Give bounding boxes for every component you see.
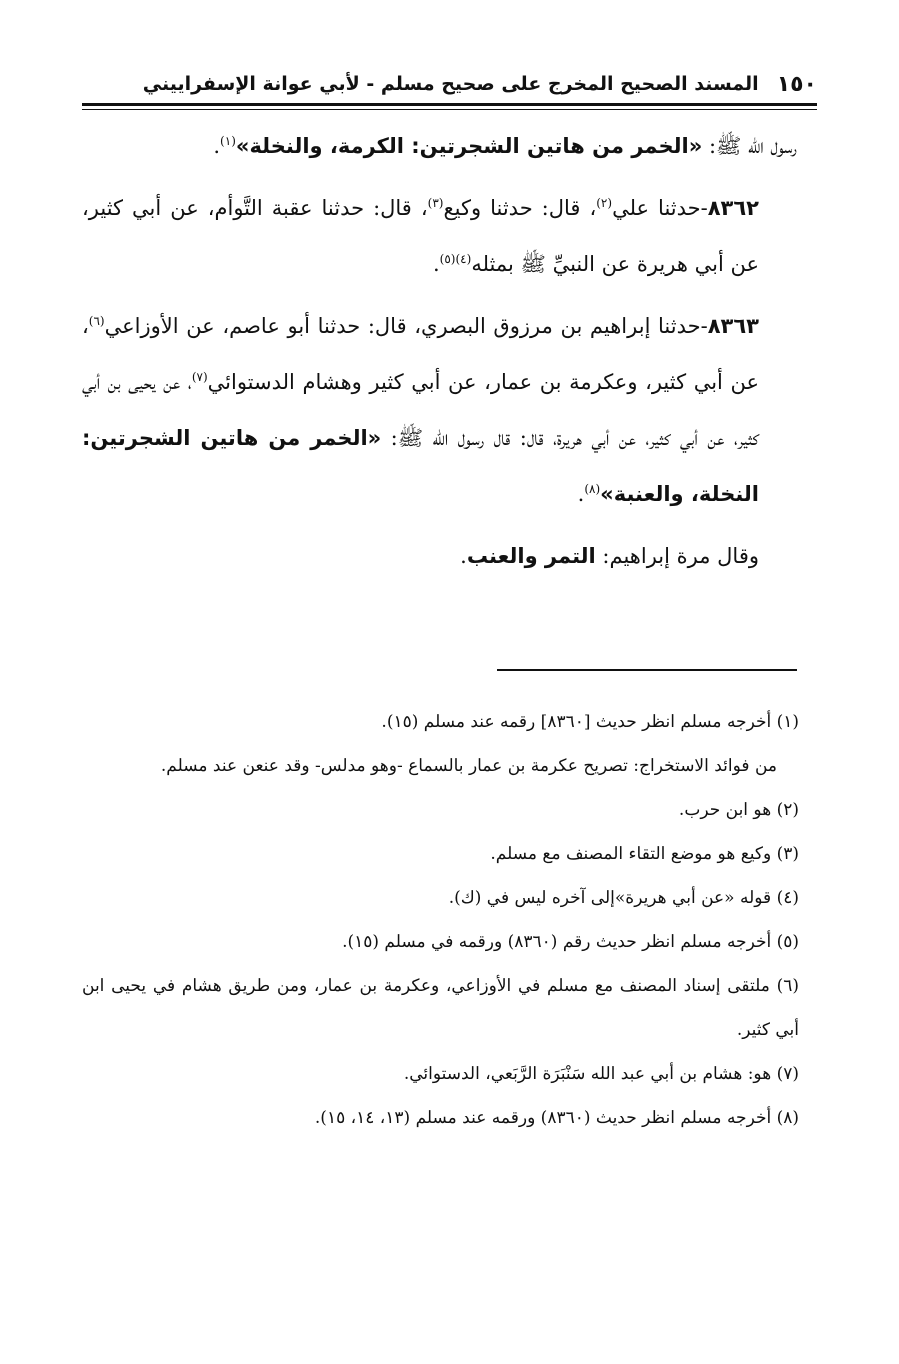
footnote-5: (٥) أخرجه مسلم انظر حديث رقم (٨٣٦٠) ورقمه في مسلم (١٥). [342, 932, 799, 952]
footnote-ref: (٦) [88, 314, 105, 328]
paragraph-continuation [82, 118, 797, 174]
text-span: ، عن أبي كثير، وعكرمة بن عمار، عن أبي كثير وهشام الدستوائي [82, 314, 759, 394]
text-span: وقال مرة إبراهيم: [595, 544, 759, 568]
footnote-6: (٦) ملتقى إسناد المصنف مع مسلم في الأوزاعي، وعكرمة بن عمار، ومن طريق هشام في يحيى ابن أبي كثير. [82, 976, 799, 1040]
header-rule-thick [82, 103, 817, 106]
page-number: ١٥٠ [776, 71, 817, 97]
text-span: ، قال: حدثنا عقبة التَّوأم، عن أبي كثير، عن أبي هريرة عن النبيِّ ﷺ بمثله [82, 196, 759, 276]
hadith-number: ٨٣٦٣ [707, 314, 759, 338]
text-span: -حدثنا علي [612, 196, 708, 220]
running-title: المسند الصحيح المخرج على صحيح مسلم - لأبي عوانة الإسفراييني [142, 73, 759, 95]
footnote-2: (٢) هو ابن حرب. [678, 800, 799, 820]
bold-phrase: التمر والعنب [466, 544, 596, 568]
text-span: . [460, 544, 467, 568]
hadith-8363 [82, 298, 797, 522]
footnotes [82, 700, 799, 1140]
hadith-number: ٨٣٦٢ [707, 196, 760, 220]
footnote-1: (١) أخرجه مسلم انظر حديث [٨٣٦٠] رقمه عند مسلم (١٥). [381, 712, 799, 732]
footnote-ref: (٨) [584, 482, 601, 496]
footnote-ref: (٧) [191, 370, 208, 384]
footnote-1-note: من فوائد الاستخراج: تصريح عكرمة بن عمار بالسماع -وهو مدلس- وقد عنعن عند مسلم. [160, 756, 777, 776]
footnote-4: (٤) قوله «عن أبي هريرة»إلى آخره ليس في (ك). [448, 888, 799, 908]
footnote-8: (٨) أخرجه مسلم انظر حديث (٨٣٦٠) ورقمه عند مسلم (١٣، ١٤، ١٥). [314, 1108, 799, 1128]
running-header [82, 64, 817, 104]
header-rule-thin [82, 109, 817, 110]
hadith-8362 [82, 180, 797, 292]
footnote-ref: (٣) [427, 196, 444, 210]
footnote-7: (٧) هو: هشام بن أبي عبد الله سَنْبَرَة الرَّبَعي، الدستوائي. [403, 1064, 799, 1084]
main-text [82, 118, 797, 590]
text-span: . [432, 252, 440, 276]
footnote-ref: (١) [220, 134, 236, 148]
footnote-ref: (٤)(٥) [439, 252, 472, 266]
text-span: رسول الله ﷺ: [702, 134, 797, 158]
text-span: ، عن يحيى بن أبي كثير، عن أبي كثير، عن أبي هريرة، قال: قال رسول الله ﷺ: [82, 370, 759, 450]
footnote-ref: (٢) [596, 196, 613, 210]
hadith-quote: «الخمر من هاتين الشجرتين: الكرمة، والنخلة» [235, 134, 703, 158]
hadith-quote: «الخمر من هاتين الشجرتين: النخلة، والعنبة» [82, 426, 759, 506]
text-span: ، قال: حدثنا وكيع [443, 196, 597, 220]
text-span: . [213, 134, 221, 158]
paragraph-note [82, 528, 797, 584]
footnote-separator [497, 669, 797, 671]
footnote-3: (٣) وكيع هو موضع التقاء المصنف مع مسلم. [490, 844, 799, 864]
text-span: . [577, 482, 585, 506]
text-span: -حدثنا إبراهيم بن مرزوق البصري، قال: حدثنا أبو عاصم، عن الأوزاعي [104, 314, 708, 338]
